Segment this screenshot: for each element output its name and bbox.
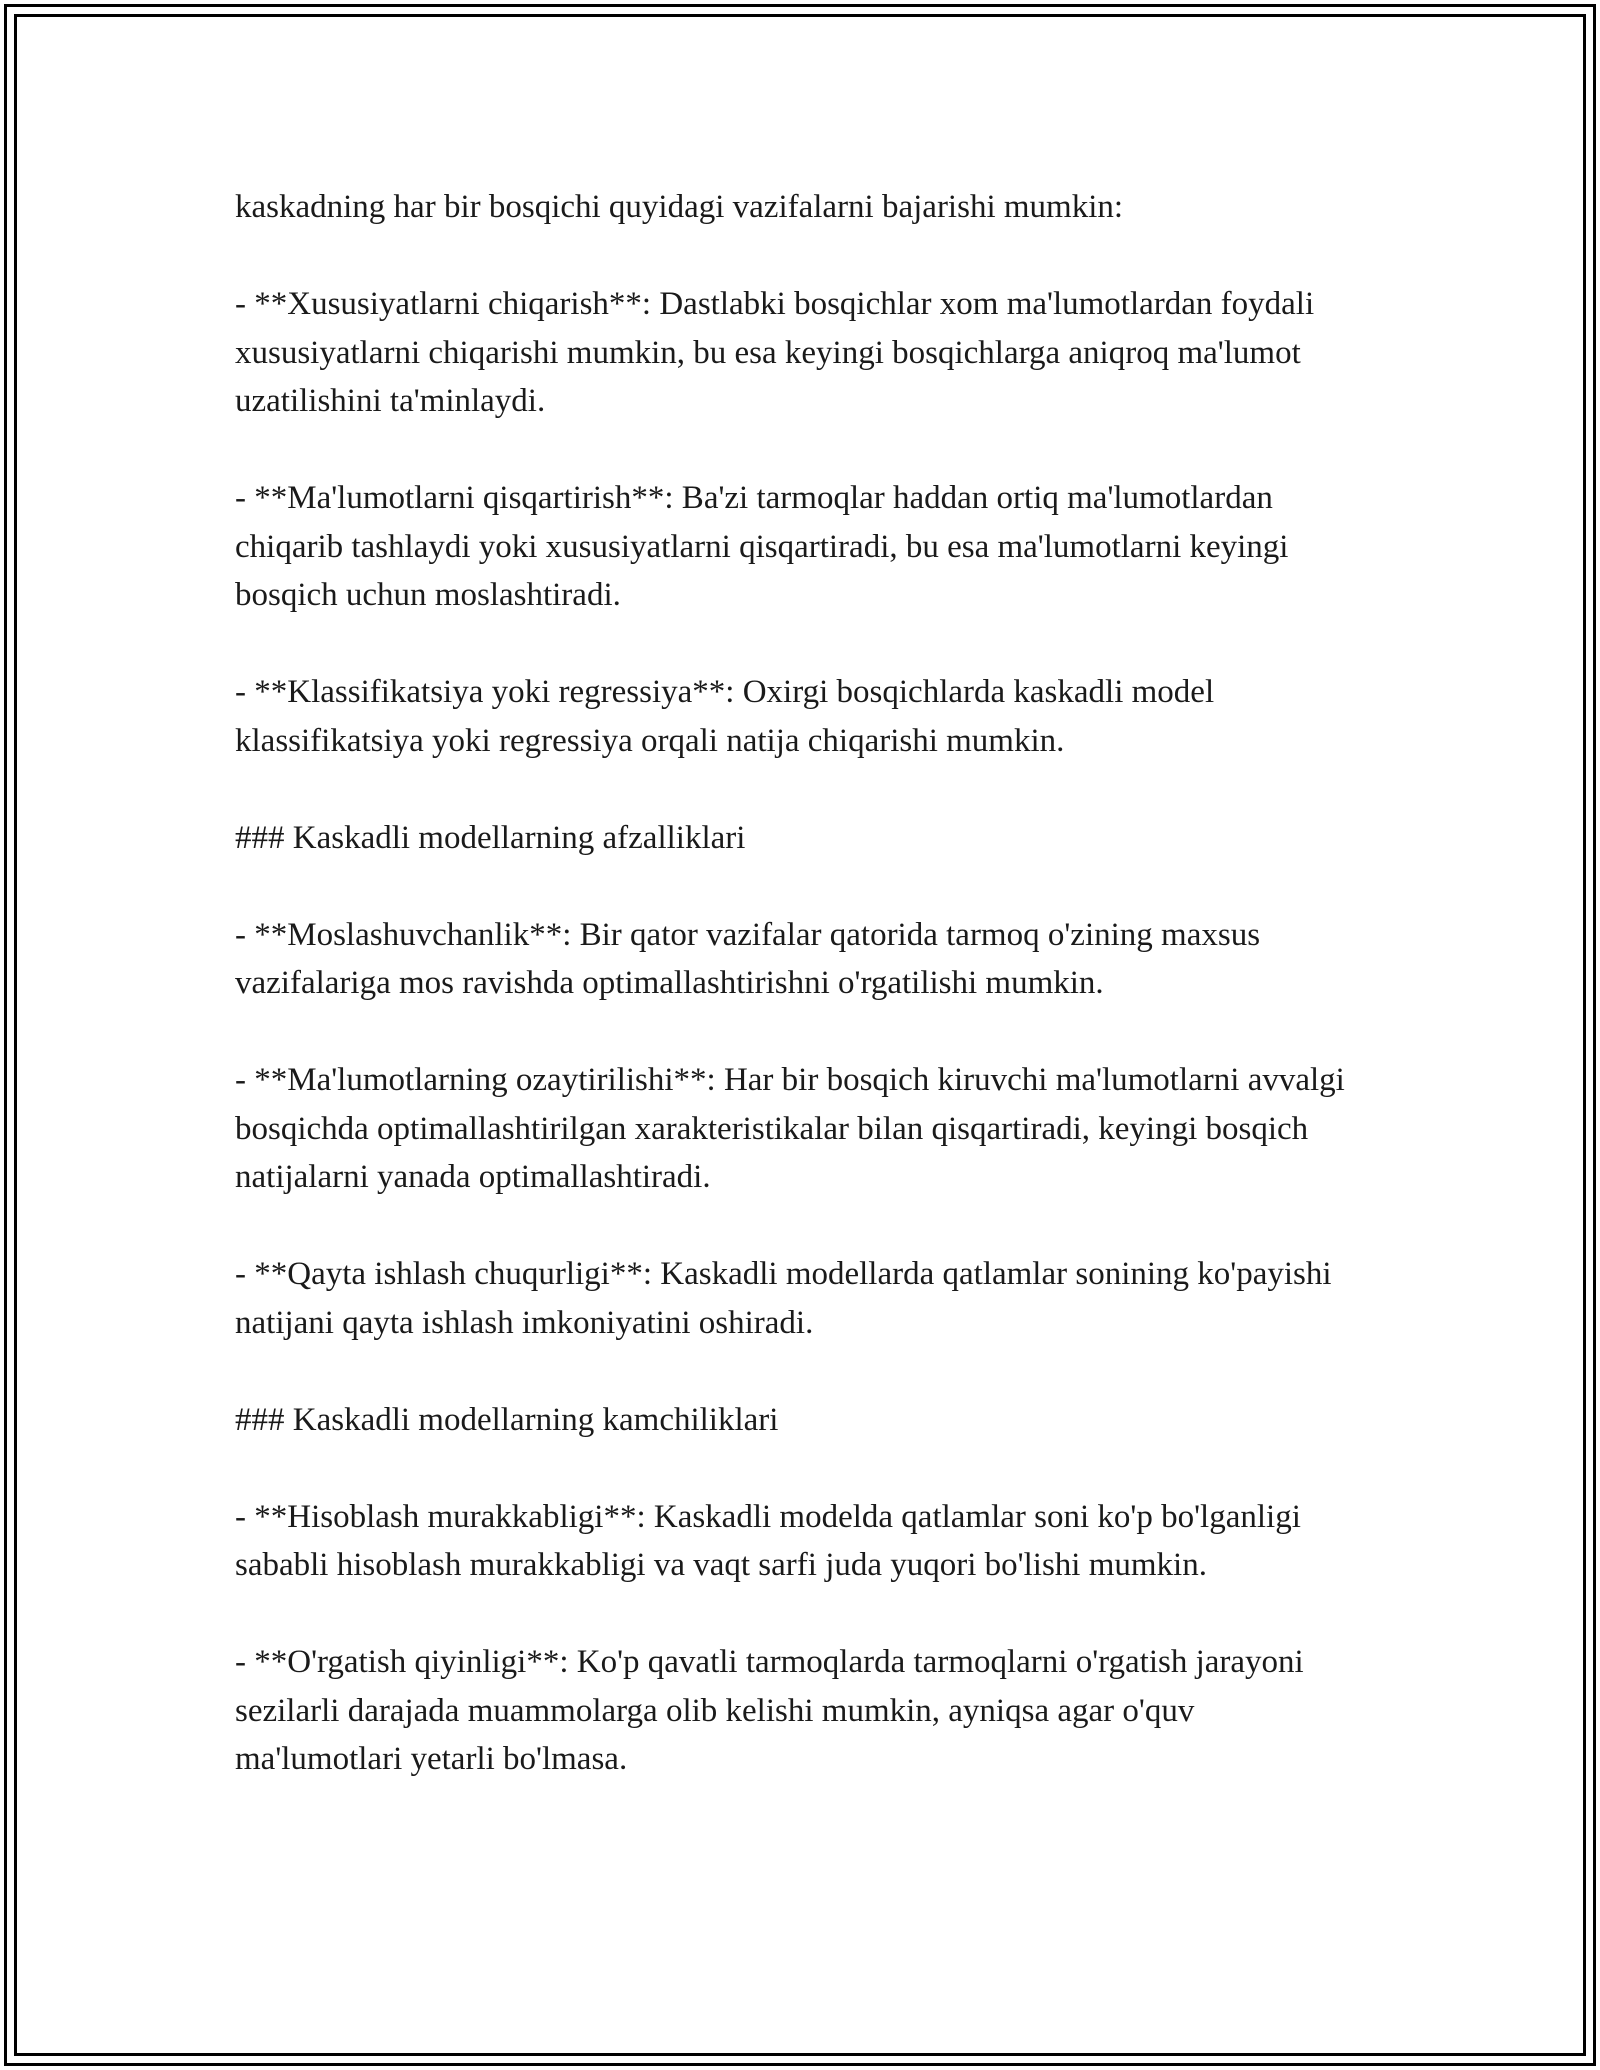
list-item-training-difficulty: - **O'rgatish qiyinligi**: Ko'p qavatli tarmoqlarda tarmoqlarni o'rgatish jarayoni sezilarli darajada muammolarga olib kelishi mumkin, ayniqsa agar o'quv ma'lumotlari yetarli bo'lmasa. [235,1644,1304,1777]
section-heading-advantages: ### Kaskadli modellarning afzalliklari [235,819,746,856]
list-item-classification-regression: - **Klassifikatsiya yoki regressiya**: Oxirgi bosqichlarda kaskadli model klassifikatsiya yoki regressiya orqali natija chiqarishi mumkin. [235,674,1215,759]
document-body [235,183,1365,1784]
list-item-computational-complexity: - **Hisoblash murakkabligi**: Kaskadli modelda qatlamlar soni ko'p bo'lganligi sababli hisoblash murakkabligi va vaqt sarfi juda yuqori bo'lishi mumkin. [235,1498,1301,1583]
list-item-processing-depth: - **Qayta ishlash chuqurligi**: Kaskadli modellarda qatlamlar sonining ko'payishi natijani qayta ishlash imkoniyatini oshiradi. [235,1256,1332,1341]
intro-line: kaskadning har bir bosqichi quyidagi vazifalarni bajarishi mumkin: [235,189,1124,225]
list-item-flexibility: - **Moslashuvchanlik**: Bir qator vazifalar qatorida tarmoq o'zining maxsus vazifalariga mos ravishda optimallashtirishni o'rgatilishi mumkin. [235,916,1261,1001]
section-heading-disadvantages: ### Kaskadli modellarning kamchiliklari [235,1401,779,1438]
list-item-data-reduction-advantage: - **Ma'lumotlarning ozaytirilishi**: Har bir bosqich kiruvchi ma'lumotlarni avvalgi bosqichda optimallashtirilgan xarakteristikalar bilan qisqartiradi, keyingi bosqich natijalarni yanada optimallashtiradi. [235,1062,1345,1195]
list-item-feature-extraction: - **Xususiyatlarni chiqarish**: Dastlabki bosqichlar xom ma'lumotlardan foydali xususiyatlarni chiqarishi mumkin, bu esa keyingi bosqichlarga aniqroq ma'lumot uzatilishini ta'minlaydi. [235,286,1315,419]
list-item-data-reduction: - **Ma'lumotlarni qisqartirish**: Ba'zi tarmoqlar haddan ortiq ma'lumotlardan chiqarib tashlaydi yoki xususiyatlarni qisqartiradi, bu esa ma'lumotlarni keyingi bosqich uchun moslashtiradi. [235,480,1289,613]
